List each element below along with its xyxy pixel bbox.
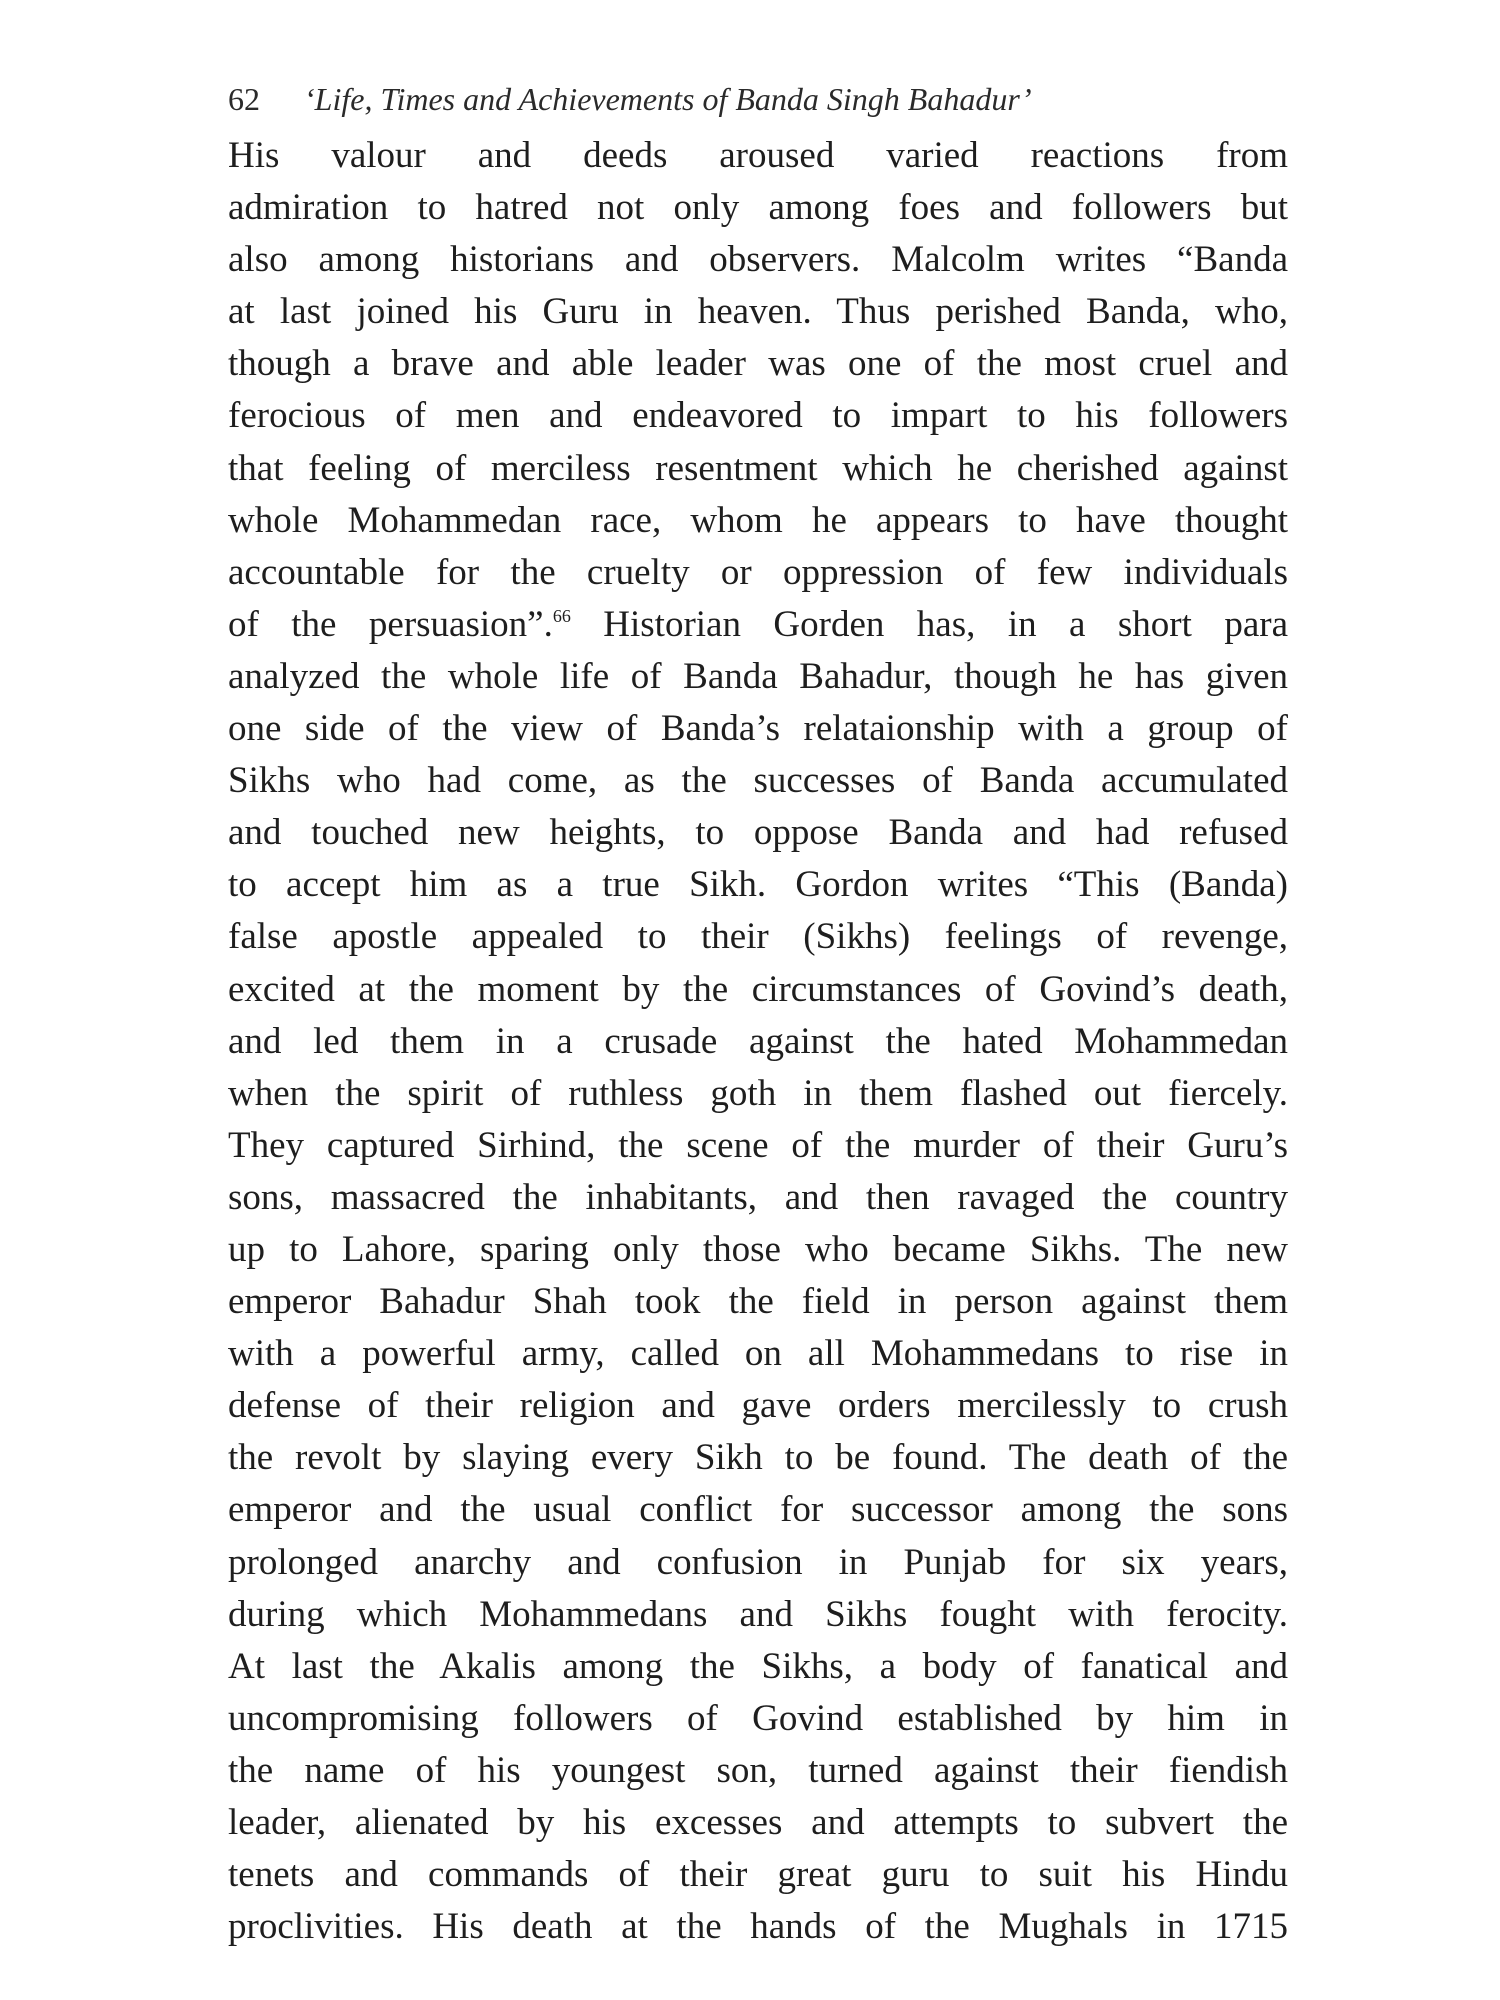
text-line: at last joined his Guru in heaven. Thus perished Banda, who, <box>228 291 1288 333</box>
text-line: They captured Sirhind, the scene of the murder of their Guru’s <box>228 1124 1288 1166</box>
text-line: with a powerful army, called on all Mohammedans to rise in <box>228 1333 1288 1375</box>
text-line: accountable for the cruelty or oppression of few individuals <box>228 551 1288 593</box>
text-line: up to Lahore, sparing only those who became Sikhs. The new <box>228 1228 1288 1270</box>
text-line: when the spirit of ruthless goth in them flashed out fiercely. <box>228 1072 1288 1114</box>
text-line: analyzed the whole life of Banda Bahadur, though he has given <box>228 655 1288 697</box>
text-line: excited at the moment by the circumstances of Govind’s death, <box>228 968 1288 1010</box>
text-line: proclivities. His death at the hands of the Mughals in 1715 <box>228 1906 1288 1948</box>
text-line: leader, alienated by his excesses and attempts to subvert the <box>228 1802 1288 1843</box>
text-line: Sikhs who had come, as the successes of Banda accumulated <box>228 760 1288 802</box>
text-line: though a brave and able leader was one of the most cruel and <box>228 343 1288 385</box>
body-text <box>228 130 1288 1953</box>
text-line: and led them in a crusade against the hated Mohammedan <box>228 1020 1288 1062</box>
text-line: during which Mohammedans and Sikhs fought with ferocity. <box>228 1593 1288 1635</box>
text-line: admiration to hatred not only among foes and followers but <box>228 187 1288 229</box>
text-line: also among historians and observers. Malcolm writes “Banda <box>228 239 1288 281</box>
page-number: 62 <box>228 81 260 117</box>
text-line: the name of his youngest son, turned against their fiendish <box>228 1749 1288 1791</box>
text-line: whole Mohammedan race, whom he appears to have thought <box>228 499 1288 541</box>
text-line: emperor and the usual conflict for successor among the sons <box>228 1489 1288 1531</box>
text-line: emperor Bahadur Shah took the field in person against them <box>228 1281 1288 1323</box>
running-title: ‘Life, Times and Achievements of Banda Singh Bahadur’ <box>304 81 1032 117</box>
text-line: the revolt by slaying every Sikh to be found. The death of the <box>228 1437 1288 1479</box>
footnote-reference[interactable]: 66 <box>552 605 571 626</box>
text-line: At last the Akalis among the Sikhs, a body of fanatical and <box>228 1645 1288 1687</box>
text-segment: of the persuasion”. <box>228 603 553 645</box>
text-line: and touched new heights, to oppose Banda and had refused <box>228 812 1288 854</box>
text-line: tenets and commands of their great guru to suit his Hindu <box>228 1854 1288 1896</box>
text-line: to accept him as a true Sikh. Gordon writes “This (Banda) <box>228 864 1288 906</box>
text-line: His valour and deeds aroused varied reactions from <box>228 135 1288 176</box>
text-line: ferocious of men and endeavored to impart to his followers <box>228 395 1288 437</box>
text-line: uncompromising followers of Govind established by him in <box>228 1697 1288 1739</box>
text-segment: Historian Gorden has, in a short para <box>570 603 1288 645</box>
text-line: sons, massacred the inhabitants, and then ravaged the country <box>228 1176 1288 1218</box>
running-head <box>228 74 1288 124</box>
text-line: that feeling of merciless resentment which he cherished against <box>228 447 1288 489</box>
text-line: defense of their religion and gave orders mercilessly to crush <box>228 1385 1288 1427</box>
text-line-with-footnote <box>228 599 1288 651</box>
text-line: one side of the view of Banda’s relataionship with a group of <box>228 708 1288 750</box>
text-line: prolonged anarchy and confusion in Punjab for six years, <box>228 1541 1288 1583</box>
text-line: false apostle appealed to their (Sikhs) feelings of revenge, <box>228 916 1288 958</box>
